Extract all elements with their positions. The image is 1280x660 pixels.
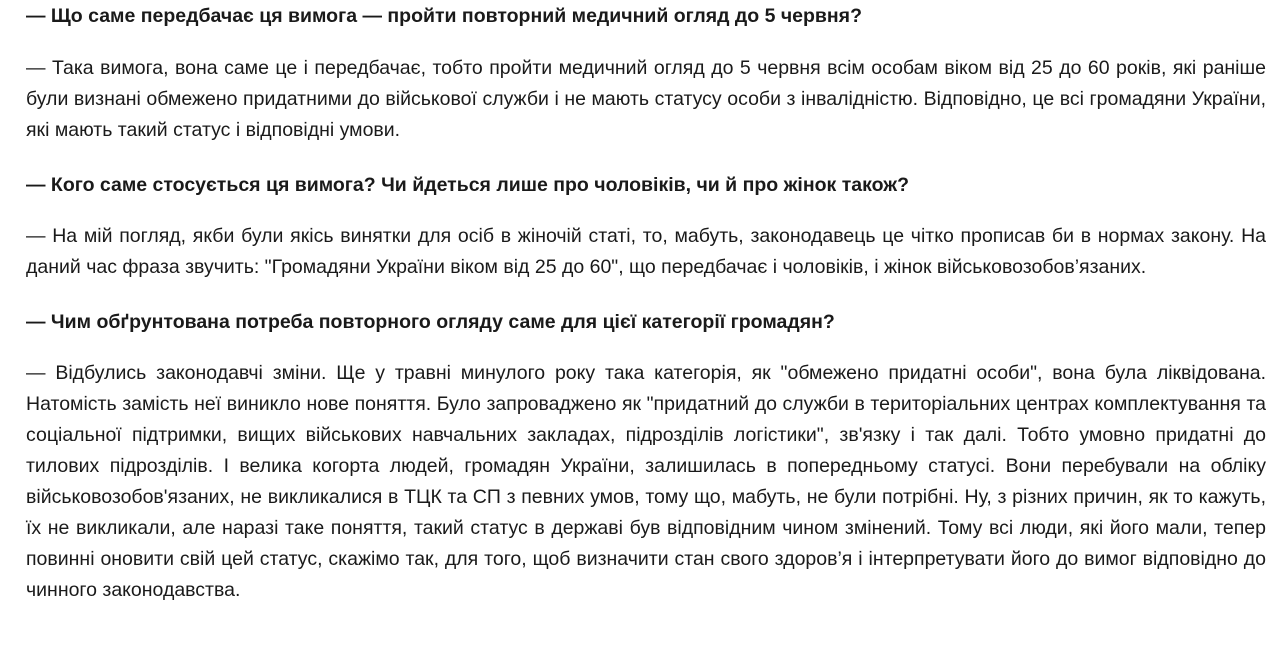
answer-paragraph: — На мій погляд, якби були якісь винятки для осіб в жіночій статі, то, мабуть, законодавець це чітко прописав би в нормах закону. На даний час фраза звучить: "Громадяни України віком від 25 до 60", що передбачає і чоловіків, і жінок військовозобов’язаних. bbox=[26, 225, 1266, 278]
question-heading: — Що саме передбачає ця вимога — пройти повторний медичний огляд до 5 червня? bbox=[26, 5, 862, 27]
answer-paragraph: — Відбулись законодавчі зміни. Ще у травні минулого року така категорія, як "обмежено придатні особи", вона була ліквідована. Натомість замість неї виникло нове поняття. Було запроваджено як "придатний до служби в територіальних центрах комплектування та соціальної підтримки, вищих військових навчальних закладах, підрозділів логістики", зв'язку і так далі. Тобто умовно придатні до тилових підрозділів. І велика когорта людей, громадян України, залишилась в попередньому статусі. Вони перебували на обліку військовозобов'язаних, не викликалися в ТЦК та СП з певних умов, тому що, мабуть, не були потрібні. Ну, з різних причин, як то кажуть, їх не викликали, але наразі таке поняття, такий статус в державі був відповідним чином змінений. Тому всі люди, які його мали, тепер повинні оновити свій цей статус, скажімо так, для того, щоб визначити стан свого здоров’я і інтерпретувати його до вимог відповідно до чинного законодавства. bbox=[26, 362, 1266, 601]
answer-paragraph: — Така вимога, вона саме це і передбачає, тобто пройти медичний огляд до 5 червня всім особам віком від 25 до 60 років, які раніше були визнані обмежено придатними до військової служби і не мають статусу особи з інвалідністю. Відповідно, це всі громадяни України, які мають такий статус і відповідні умови. bbox=[26, 57, 1266, 141]
interview-article bbox=[0, 1, 1280, 606]
question-heading: — Чим обґрунтована потреба повторного огляду саме для цієї категорії громадян? bbox=[26, 311, 835, 333]
question-heading: — Кого саме стосується ця вимога? Чи йдеться лише про чоловіків, чи й про жінок також? bbox=[26, 174, 909, 196]
